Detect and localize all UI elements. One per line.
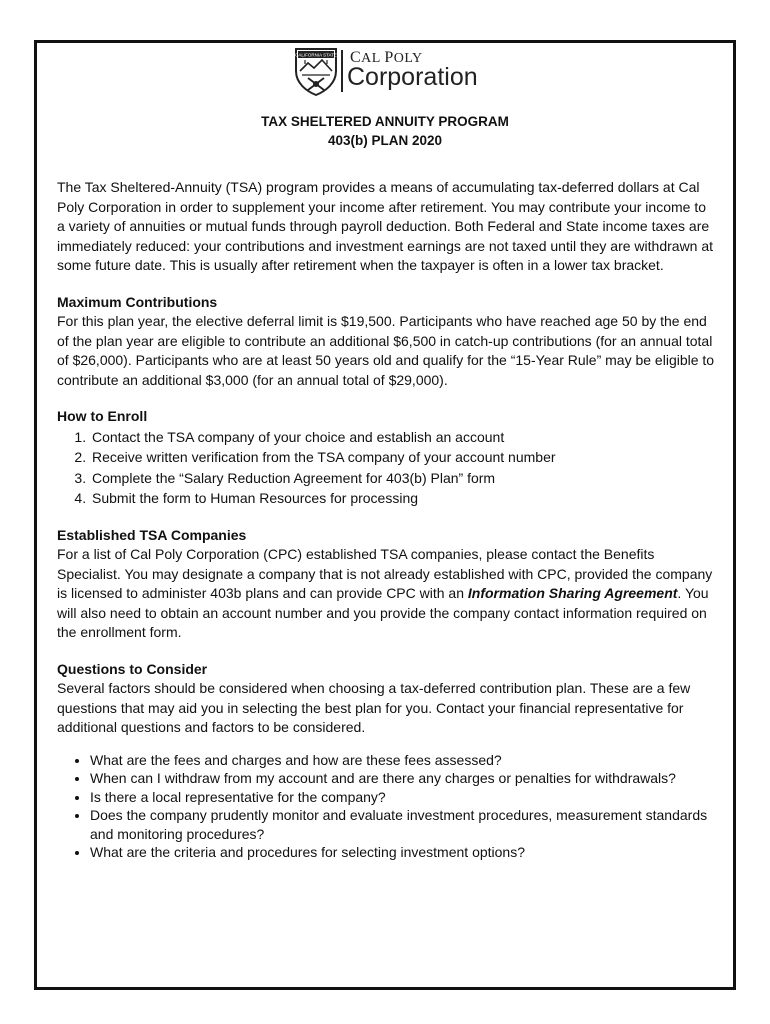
list-item: 2. Receive written verification from the TSA company of your account number bbox=[90, 447, 717, 468]
list-item: 1. Contact the TSA company of your choice and establish an account bbox=[90, 427, 717, 448]
max-contributions-section bbox=[57, 293, 717, 391]
section-heading: Questions to Consider bbox=[57, 660, 208, 677]
list-item: • What are the criteria and procedures for selecting investment options? bbox=[90, 843, 717, 862]
section-heading: Established TSA Companies bbox=[57, 526, 247, 543]
cal-poly-seal-icon bbox=[292, 45, 340, 97]
logo-corporation: Corporation bbox=[347, 63, 478, 91]
section-body: For this plan year, the elective deferral limit is $19,500. Participants who have reached age 50 by the end of the plan year are eligible to contribute an additional $6,500 in catch-up contributions (for an annual total of $26,000). Participants who are at least 50 years old and qualify for the “15-Year Rule” may be eligible to contribute an additional $3,000 (for an annual total of $29,000). bbox=[57, 313, 715, 388]
enroll-steps-list bbox=[57, 427, 717, 509]
logo-cal-poly: CAL POLY bbox=[350, 49, 423, 66]
questions-list bbox=[57, 751, 717, 862]
how-to-enroll-section bbox=[57, 407, 717, 509]
document-subtitle: 403(b) PLAN 2020 bbox=[327, 133, 443, 148]
cal-poly-corporation-logo bbox=[292, 45, 492, 97]
information-sharing-agreement: Information Sharing Agreement bbox=[467, 585, 678, 601]
intro-paragraph: The Tax Sheltered-Annuity (TSA) program provides a means of accumulating tax-deferred dollars at Cal Poly Corporation in order to supplement your income after retirement. You may contribute your income to a variety of annuities or mutual funds through payroll deduction. Both Federal and State income taxes are immediately reduced: your contributions and investment earnings are not taxed until they are withdrawn at some future date. This is usually after retirement when the taxpayer is often in a lower tax bracket. bbox=[57, 179, 714, 273]
list-item: • When can I withdraw from my account and are there any charges or penalties for withdrawals? bbox=[90, 769, 717, 788]
list-item: 3. Complete the “Salary Reduction Agreement for 403(b) Plan” form bbox=[90, 468, 717, 489]
list-item: • What are the fees and charges and how are these fees assessed? bbox=[90, 751, 717, 770]
document-body bbox=[57, 178, 717, 862]
logo-divider bbox=[341, 50, 343, 92]
section-body: Several factors should be considered when choosing a tax-deferred contribution plan. These are a few questions that may aid you in selecting the best plan for you. Contact your financial representative for additional questions and factors to be considered. bbox=[57, 680, 691, 735]
section-heading: How to Enroll bbox=[57, 408, 148, 424]
list-item: • Does the company prudently monitor and evaluate investment procedures, measurement standards and monitoring procedures? bbox=[90, 806, 717, 843]
section-heading: Maximum Contributions bbox=[57, 293, 218, 310]
questions-section bbox=[57, 660, 717, 862]
section-body: For a list of Cal Poly Corporation (CPC) established TSA companies, please contact the Benefits Specialist. You may designate a company that is not already established with CPC, provided the company is licensed to administer 403b plans and can provide CPC with an Information Sharing Agreement. You will also need to obtain an account number and you provide the company contact information required on the enrollment form. bbox=[57, 546, 713, 640]
established-companies-section bbox=[57, 526, 717, 643]
list-item: 4. Submit the form to Human Resources for processing bbox=[90, 488, 717, 509]
seal-text: CALIFORNIA STATE bbox=[295, 52, 337, 58]
list-item: • Is there a local representative for the company? bbox=[90, 788, 717, 807]
document-title: TAX SHELTERED ANNUITY PROGRAM bbox=[261, 114, 509, 129]
